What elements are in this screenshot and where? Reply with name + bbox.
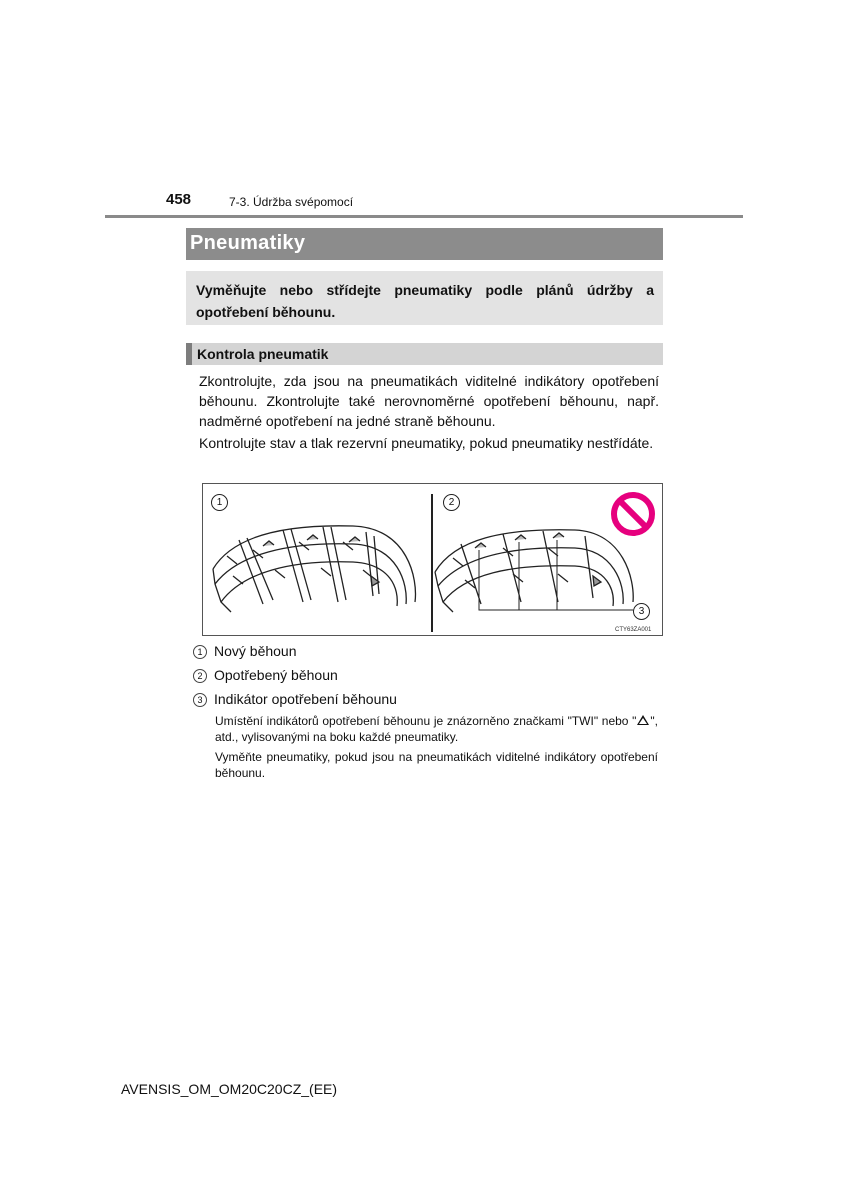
legend-number: 3 bbox=[193, 693, 207, 707]
note-replace-tires: Vyměňte pneumatiky, pokud jsou na pneumatikách viditelné indikátory opotřebení běhounu. bbox=[215, 750, 658, 780]
legend-item-new-tread bbox=[193, 642, 297, 660]
summary-text: Vyměňujte nebo střídejte pneumatiky podle plánů údržby a opotřebení běhounu. bbox=[196, 282, 654, 320]
paragraph-tread-check: Zkontrolujte, zda jsou na pneumatikách viditelné indikátory opotřebení běhounu. Zkontrolujte také nerovnoměrné opotřebení běhounu, např. nadměrné opotřebení na jedné straně běhounu. bbox=[199, 373, 659, 429]
figure-label-3: 3 bbox=[633, 603, 650, 620]
page-title: Pneumatiky bbox=[190, 232, 306, 254]
figure-code: CTY63ZA001 bbox=[615, 627, 652, 633]
subheading-bar bbox=[186, 343, 663, 365]
footer-document-code: AVENSIS_OM_OM20C20CZ_(EE) bbox=[121, 1081, 338, 1097]
tire-wear-figure bbox=[202, 483, 663, 636]
subheading: Kontrola pneumatik bbox=[197, 346, 329, 362]
legend-item-worn-tread bbox=[193, 666, 338, 684]
paragraph-spare-tire: Kontrolujte stav a tlak rezervní pneumatiky, pokud pneumatiky nestřídáte. bbox=[199, 435, 654, 451]
legend-item-wear-indicator bbox=[193, 690, 397, 708]
tire-illustration bbox=[203, 484, 664, 637]
triangle-icon bbox=[637, 715, 649, 725]
legend-number: 2 bbox=[193, 669, 207, 683]
summary-box bbox=[186, 271, 663, 325]
figure-label-1: 1 bbox=[211, 494, 228, 511]
title-bar bbox=[186, 228, 663, 260]
legend-text: Nový běhoun bbox=[214, 643, 297, 659]
prohibited-icon bbox=[614, 495, 652, 533]
note-text-part1: Umístění indikátorů opotřebení běhounu je znázorněno značkami "TWI" nebo " bbox=[215, 714, 637, 728]
note-indicator-location bbox=[215, 713, 658, 745]
legend-text: Indikátor opotřebení běhounu bbox=[214, 691, 397, 707]
legend-number: 1 bbox=[193, 645, 207, 659]
header-rule bbox=[105, 215, 743, 218]
note-text-part2: ", atd., vylisovanými na boku každé pneumatiky. bbox=[215, 714, 658, 744]
figure-label-2: 2 bbox=[443, 494, 460, 511]
section-path: 7-3. Údržba svépomocí bbox=[229, 195, 354, 209]
legend-text: Opotřebený běhoun bbox=[214, 667, 338, 683]
page-number: 458 bbox=[166, 191, 192, 208]
subheading-accent bbox=[186, 343, 192, 365]
